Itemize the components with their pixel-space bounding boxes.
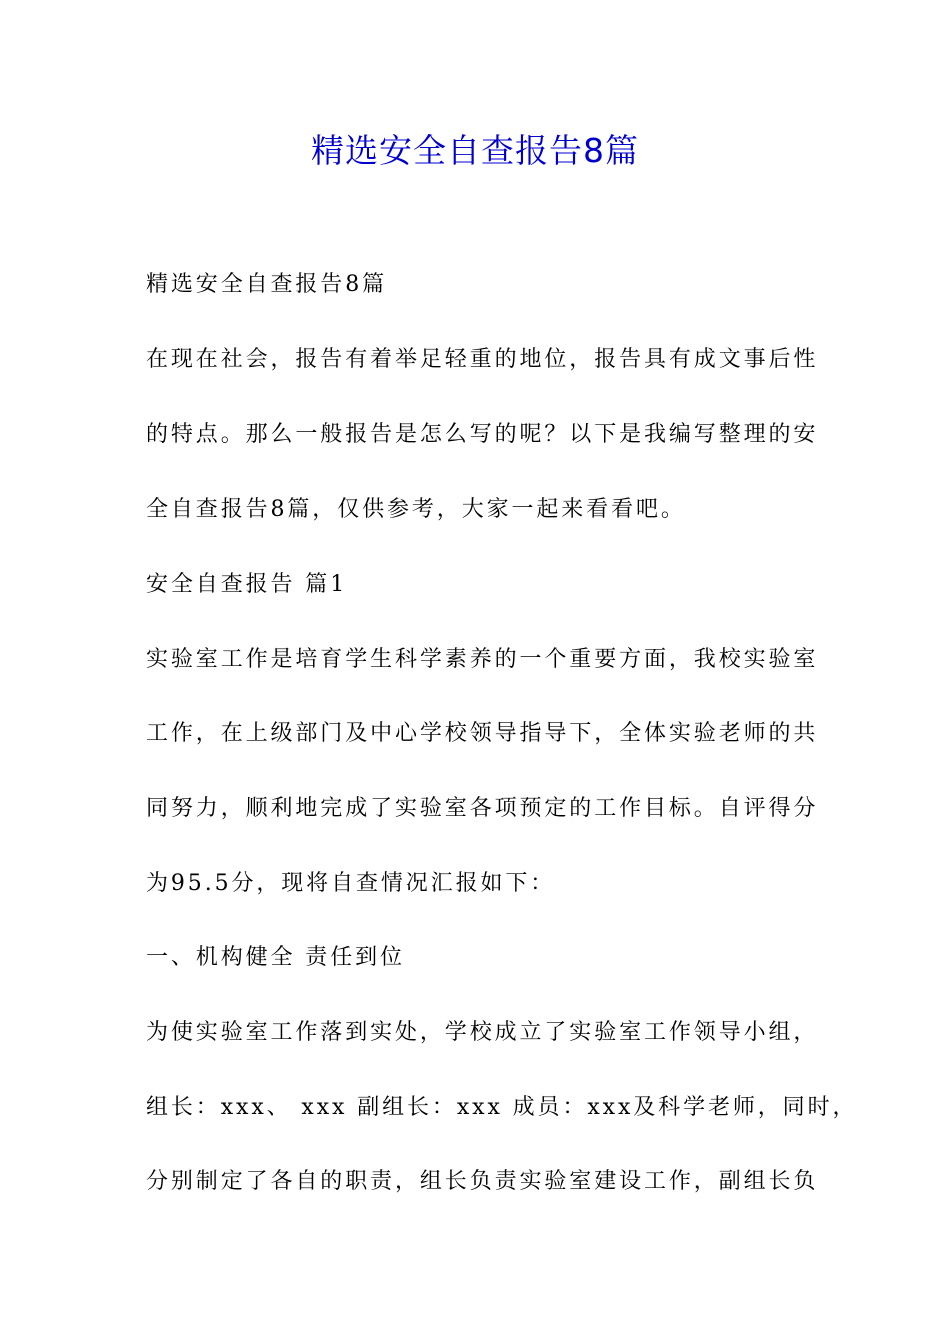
section-heading: 一、机构健全 责任到位 — [146, 945, 405, 970]
paragraph-line: 组长：xxx、 xxx 副组长：xxx 成员：xxx及科学老师，同时， — [146, 1095, 858, 1120]
paragraph-line: 同努力，顺利地完成了实验室各项预定的工作目标。自评得分 — [146, 796, 819, 821]
paragraph-line: 全自查报告8篇，仅供参考，大家一起来看看吧。 — [146, 497, 686, 522]
paragraph-line: 精选安全自查报告8篇 — [146, 272, 387, 297]
paragraph-line: 分别制定了各自的职责，组长负责实验室建设工作，副组长负 — [146, 1169, 819, 1194]
document-title: 精选安全自查报告8篇 — [311, 131, 639, 170]
paragraph-line: 为95.5分，现将自查情况汇报如下： — [146, 871, 556, 896]
paragraph-line: 在现在社会，报告有着举足轻重的地位，报告具有成文事后性 — [146, 347, 819, 372]
paragraph-line: 工作，在上级部门及中心学校领导指导下，全体实验老师的共 — [146, 721, 819, 746]
paragraph-line: 的特点。那么一般报告是怎么写的呢？以下是我编写整理的安 — [146, 422, 819, 447]
paragraph-line: 实验室工作是培育学生科学素养的一个重要方面，我校实验室 — [146, 647, 819, 672]
section-heading: 安全自查报告 篇1 — [146, 572, 348, 597]
paragraph-line: 为使实验室工作落到实处，学校成立了实验室工作领导小组， — [146, 1020, 819, 1045]
